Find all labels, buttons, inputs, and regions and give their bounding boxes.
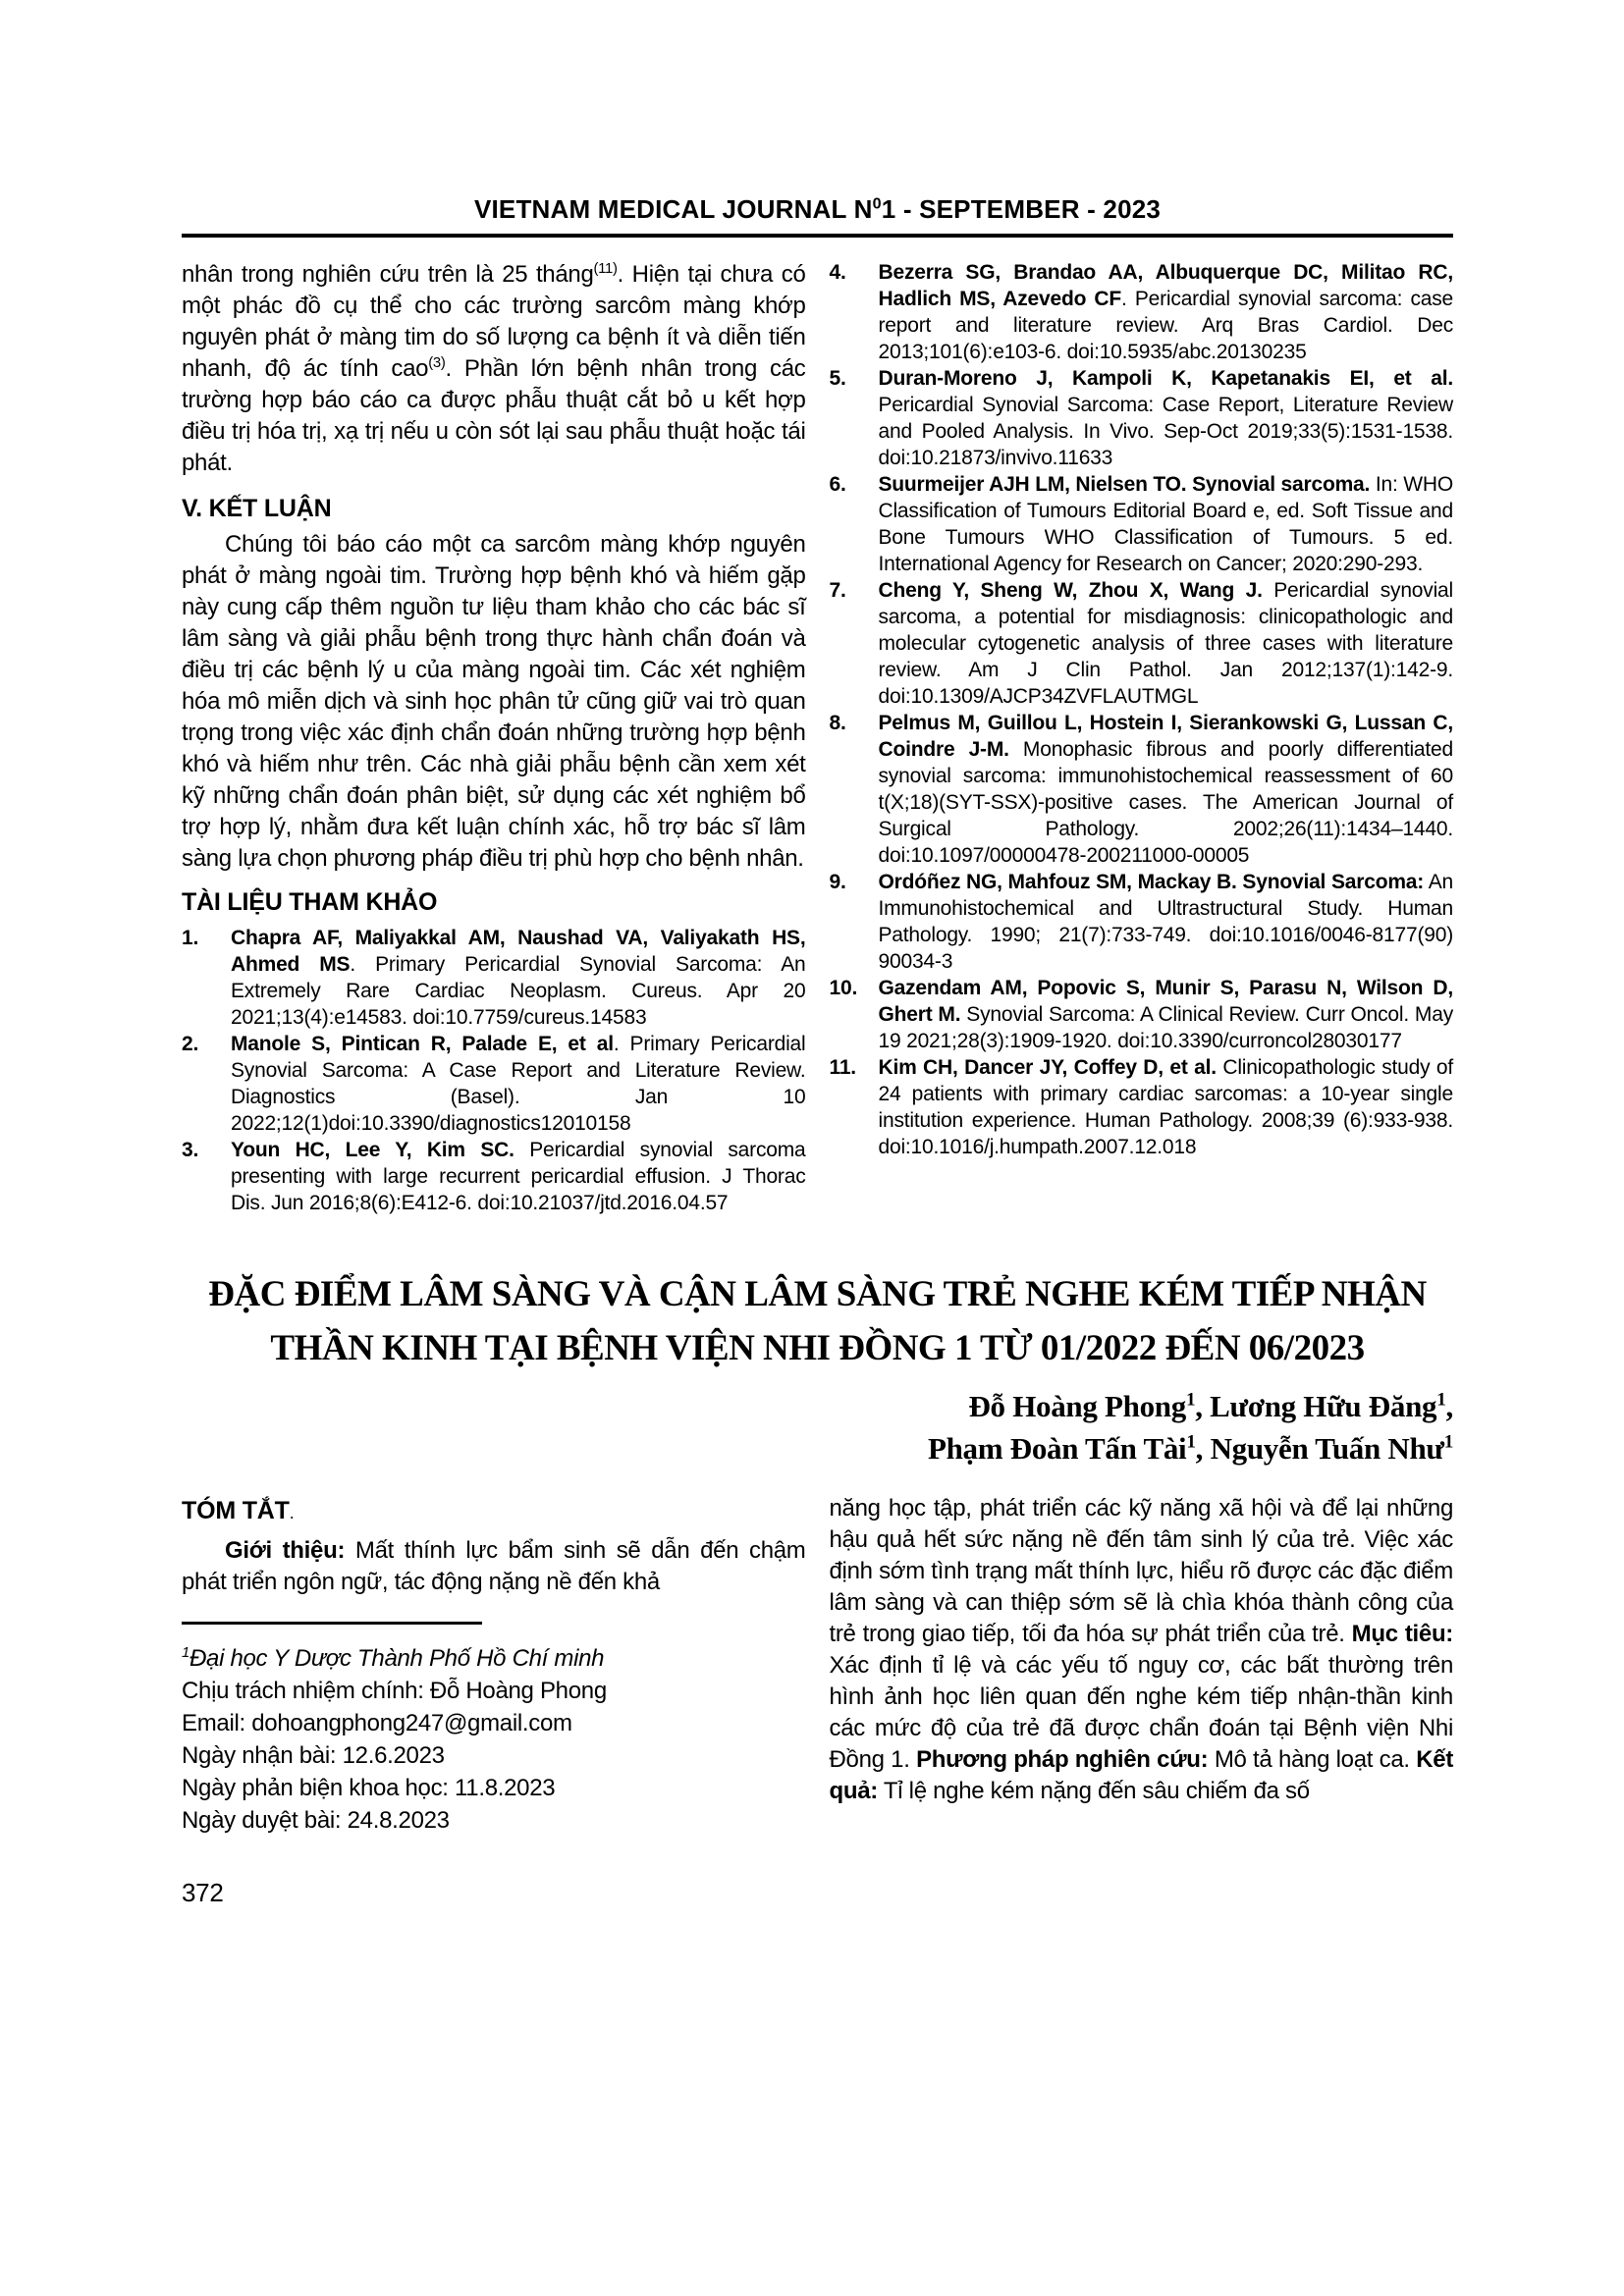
abstract-intro-text: Mất thính lực bẩm sinh sẽ dẫn đến chậm phát triển ngôn ngữ, tác động nặng nề đến khả xyxy=(182,1537,806,1595)
author-line1 xyxy=(182,1385,1453,1427)
reference-authors: Youn HC, Lee Y, Kim SC. xyxy=(231,1139,514,1161)
conclusion-paragraph: Chúng tôi báo cáo một ca sarcôm màng khớp nguyên phát ở màng ngoài tim. Trường hợp bệnh khó và hiếm gặp này cung cấp thêm nguồn tư liệu tham khảo cho các bác sĩ lâm sàng và giải phẫu bệnh trong thực hành chẩn đoán và điều trị các bệnh lý u của màng ngoài tim. Các xét nghiệm hóa mô miễn dịch và sinh học phân tử cũng giữ vai trò quan trọng trong việc xác định chẩn đoán những trường hợp bệnh khó và hiếm như trên. Các nhà giải phẫu bệnh cần xem xét kỹ những chẩn đoán phân biệt, sử dụng các xét nghiệm bổ trợ hợp lý, nhằm đưa kết luận chính xác, hỗ trợ bác sĩ lâm sàng lựa chọn phương pháp điều trị phù hợp cho bệnh nhân. xyxy=(182,531,806,872)
reference-authors: Ordóñez NG, Mahfouz SM, Mackay B. Synovial Sarcoma: xyxy=(878,871,1425,893)
journal-title-superscript: 0 xyxy=(872,194,882,213)
reference-authors: Pelmus M, Guillou L, Hostein I, Sierankowski G, Lussan C, Coindre J-M. xyxy=(878,712,1453,761)
responsible-author-line: Chịu trách nhiệm chính: Đỗ Hoàng Phong xyxy=(182,1678,607,1704)
abstract-heading xyxy=(182,1497,806,1525)
abstract-objective-text: Xác định tỉ lệ và các yếu tố nguy cơ, các bất thường trên hình ảnh học liên quan đến nghe kém tiếp nhận-thần kinh các mức độ của trẻ đã được chẩn đoán tại Bệnh viện Nhi Đồng 1. xyxy=(829,1652,1453,1773)
reference-text: Pericardial synovial sarcoma, a potential for misdiagnosis: clinicopathologic and molecular cytogenetic analysis of three cases with literature review. Am J Clin Pathol. Jan 2012;137(1):142-9. doi:10.1309/AJCP34ZVFLAUTMGL xyxy=(878,579,1453,708)
reference-number: 2. xyxy=(182,1033,199,1055)
journal-title-prefix: VIETNAM MEDICAL JOURNAL N xyxy=(473,194,873,224)
reference-number: 9. xyxy=(829,871,846,893)
article2-columns xyxy=(182,1493,1453,1837)
reference-text: Pericardial Synovial Sarcoma: Case Report, Literature Review and Pooled Analysis. In Vivo. Sep-Oct 2019;33(5):1531-1538. doi:10.21873/invivo.11633 xyxy=(878,394,1453,469)
author-name: Phạm Đoàn Tấn Tài xyxy=(927,1431,1187,1466)
reference-number: 3. xyxy=(182,1139,199,1161)
citation-superscript: (3) xyxy=(428,355,446,371)
reference-number: 5. xyxy=(829,367,846,390)
reference-text: An Immunohistochemical and Ultrastructural Study. Human Pathology. 1990; 21(7):733-749. doi:10.1016/0046-8177(90) 90034-3 xyxy=(878,871,1453,973)
left-column xyxy=(182,259,806,1216)
reference-number: 11. xyxy=(829,1056,856,1079)
accepted-date-line: Ngày duyệt bài: 24.8.2023 xyxy=(182,1807,450,1834)
reference-text: Pericardial synovial sarcoma presenting with large recurrent pericardial effusion. J Thorac Dis. Jun 2016;8(6):E412-6. doi:10.21037/jtd.2016.04.57 xyxy=(231,1139,806,1214)
author-affiliation-superscript: 1 xyxy=(1436,1389,1446,1411)
paragraph-text: . Phần lớn bệnh nhân trong các trường hợp báo cáo ca được phẫu thuật cắt bỏ u kết hợp điều trị hóa trị, xạ trị nếu u còn sót lại sau phẫu thuật hoặc tái phát. xyxy=(182,355,806,476)
abstract-intro-label: Giới thiệu: xyxy=(225,1537,346,1564)
reference-authors: Gazendam AM, Popovic S, Munir S, Parasu N, Wilson D, Ghert M. xyxy=(878,977,1453,1026)
reference-authors: Kim CH, Dancer JY, Coffey D, et al. xyxy=(878,1056,1217,1079)
abstract-results-label: Kết quả: xyxy=(829,1746,1454,1804)
author-list xyxy=(182,1385,1453,1469)
journal-title-suffix: 1 - SEPTEMBER - 2023 xyxy=(881,194,1162,224)
header-rule xyxy=(182,234,1453,238)
affiliation-text: Đại học Y Dược Thành Phố Hồ Chí minh xyxy=(189,1645,605,1672)
author-name: , Lương Hữu Đăng xyxy=(1195,1389,1437,1423)
journal-running-head xyxy=(182,194,1453,225)
abstract-text: năng học tập, phát triển các kỹ năng xã hội và để lại những hậu quả hết sức nặng nề đến tâm sinh lý của trẻ. Việc xác định sớm tình trạng mất thính lực, hiểu rõ được các đặc điểm lâm sàng và can thiệp sớm sẽ là chìa khóa thành công của trẻ trong giao tiếp, tối đa hóa sự phát triển của trẻ. xyxy=(829,1495,1453,1647)
article-title-line2: THẦN KINH TẠI BỆNH VIỆN NHI ĐỒNG 1 TỪ 01/2022 ĐẾN 06/2023 xyxy=(270,1328,1365,1368)
reference-number: 1. xyxy=(182,927,199,949)
reference-text: Synovial Sarcoma: A Clinical Review. Curr Oncol. May 19 2021;28(3):1909-1920. doi:10.3390/curroncol28030177 xyxy=(878,1003,1454,1052)
reference-authors: Bezerra SG, Brandao AA, Albuquerque DC, Militao RC, Hadlich MS, Azevedo CF xyxy=(878,261,1453,310)
footnote-block xyxy=(182,1622,806,1837)
abstract-heading-dot: . xyxy=(289,1503,295,1522)
reference-list-left xyxy=(182,925,806,1216)
author-name: , Nguyễn Tuấn Như xyxy=(1195,1431,1444,1466)
reference-item xyxy=(830,710,1454,869)
page-number: 372 xyxy=(182,1878,224,1907)
abstract-intro-paragraph xyxy=(182,1535,806,1598)
article1-columns xyxy=(182,259,1453,1216)
reference-item xyxy=(830,975,1454,1054)
reference-text: Clinicopathologic study of 24 patients with primary cardiac sarcomas: a 10-year single institution experience. Human Pathology. 2008;39 (6):933-938. doi:10.1016/j.humpath.2007.12.018 xyxy=(878,1056,1453,1158)
received-date-line: Ngày nhận bài: 12.6.2023 xyxy=(182,1742,445,1769)
author-separator: , xyxy=(1445,1389,1453,1423)
author-name: Đỗ Hoàng Phong xyxy=(968,1389,1186,1423)
reference-item xyxy=(182,925,806,1031)
article-title xyxy=(182,1267,1453,1375)
reference-item xyxy=(182,1137,806,1216)
reference-item xyxy=(830,1054,1454,1160)
reference-authors: Chapra AF, Maliyakkal AM, Naushad VA, Valiyakath HS, Ahmed MS xyxy=(231,927,806,976)
reference-item xyxy=(830,869,1454,975)
email-line: Email: dohoangphong247@gmail.com xyxy=(182,1710,572,1736)
reference-item xyxy=(830,577,1454,710)
reference-item xyxy=(830,365,1454,471)
reference-number: 10. xyxy=(829,977,858,999)
abstract-continuation-paragraph xyxy=(830,1493,1454,1807)
abstract-objective-label: Mục tiêu: xyxy=(1351,1621,1453,1647)
reference-number: 6. xyxy=(829,473,846,496)
reference-item xyxy=(182,1031,806,1137)
abstract-results-text: Tỉ lệ nghe kém nặng đến sâu chiếm đa số xyxy=(877,1778,1310,1804)
reference-text: In: WHO Classification of Tumours Editorial Board e, ed. Soft Tissue and Bone Tumours WHO Classification of Tumours. 5 ed. International Agency for Research on Cancer; 2020:290-293. xyxy=(878,473,1453,575)
abstract-right-column xyxy=(830,1493,1454,1837)
paragraph-text: . Hiện tại chưa có một phác đồ cụ thể cho các trường sarcôm màng khớp nguyên phát ở màng tim do số lượng ca bệnh ít và diễn tiến nhanh, độ ác tính cao xyxy=(182,261,806,382)
affiliation-line xyxy=(182,1642,806,1675)
abstract-left-column xyxy=(182,1493,806,1837)
abstract-heading-label: TÓM TẮT xyxy=(182,1497,290,1524)
author-affiliation-superscript: 1 xyxy=(1186,1431,1196,1453)
author-affiliation-superscript: 1 xyxy=(1443,1431,1453,1453)
author-line2 xyxy=(182,1427,1453,1469)
reference-text: . Primary Pericardial Synovial Sarcoma: An Extremely Rare Cardiac Neoplasm. Cureus. Apr 20 2021;13(4):e14583. doi:10.7759/cureus.14583 xyxy=(231,953,806,1029)
conclusion-heading: V. KẾT LUẬN xyxy=(182,495,332,522)
footnote-divider xyxy=(182,1622,482,1625)
reference-number: 4. xyxy=(829,261,846,284)
article-title-line1: ĐẶC ĐIỂM LÂM SÀNG VÀ CẬN LÂM SÀNG TRẺ NGHE KÉM TIẾP NHẬN xyxy=(208,1274,1427,1314)
reference-authors: Duran-Moreno J, Kampoli K, Kapetanakis EI, et al. xyxy=(878,367,1453,390)
affiliation-superscript: 1 xyxy=(182,1645,189,1661)
author-affiliation-superscript: 1 xyxy=(1185,1389,1196,1411)
paragraph-text: nhân trong nghiên cứu trên là 25 tháng xyxy=(182,261,594,288)
abstract-methods-text: Mô tả hàng loạt ca. xyxy=(1208,1746,1417,1773)
reference-text: . Primary Pericardial Synovial Sarcoma: A Case Report and Literature Review. Diagnostics (Basel). Jan 10 2022;12(1)doi:10.3390/diagnostics12010158 xyxy=(231,1033,806,1135)
reference-item xyxy=(830,471,1454,577)
reference-number: 8. xyxy=(829,712,846,734)
review-date-line: Ngày phản biện khoa học: 11.8.2023 xyxy=(182,1775,556,1801)
reference-number: 7. xyxy=(829,579,846,602)
citation-superscript: (11) xyxy=(593,261,618,277)
reference-authors: Manole S, Pintican R, Palade E, et al xyxy=(231,1033,614,1055)
reference-list-right xyxy=(830,259,1454,1160)
reference-text: Monophasic fibrous and poorly differentiated synovial sarcoma: immunohistochemical reassessment of 60 t(X;18)(SYT-SSX)-positive cases. The American Journal of Surgical Pathology. 2002;26(11):1434–1440. doi:10.1097/00000478-200211000-00005 xyxy=(878,738,1453,867)
reference-authors: Cheng Y, Sheng W, Zhou X, Wang J. xyxy=(878,579,1263,602)
reference-authors: Suurmeijer AJH LM, Nielsen TO. Synovial sarcoma. xyxy=(878,473,1371,496)
article1-closing-paragraph xyxy=(182,259,806,479)
reference-item xyxy=(830,259,1454,365)
reference-text: . Pericardial synovial sarcoma: case report and literature review. Arq Bras Cardiol. Dec 2013;101(6):e103-6. doi:10.5935/abc.20130235 xyxy=(878,288,1454,363)
right-column xyxy=(830,259,1454,1216)
references-heading: TÀI LIỆU THAM KHẢO xyxy=(182,888,438,916)
abstract-methods-label: Phương pháp nghiên cứu: xyxy=(916,1746,1209,1773)
